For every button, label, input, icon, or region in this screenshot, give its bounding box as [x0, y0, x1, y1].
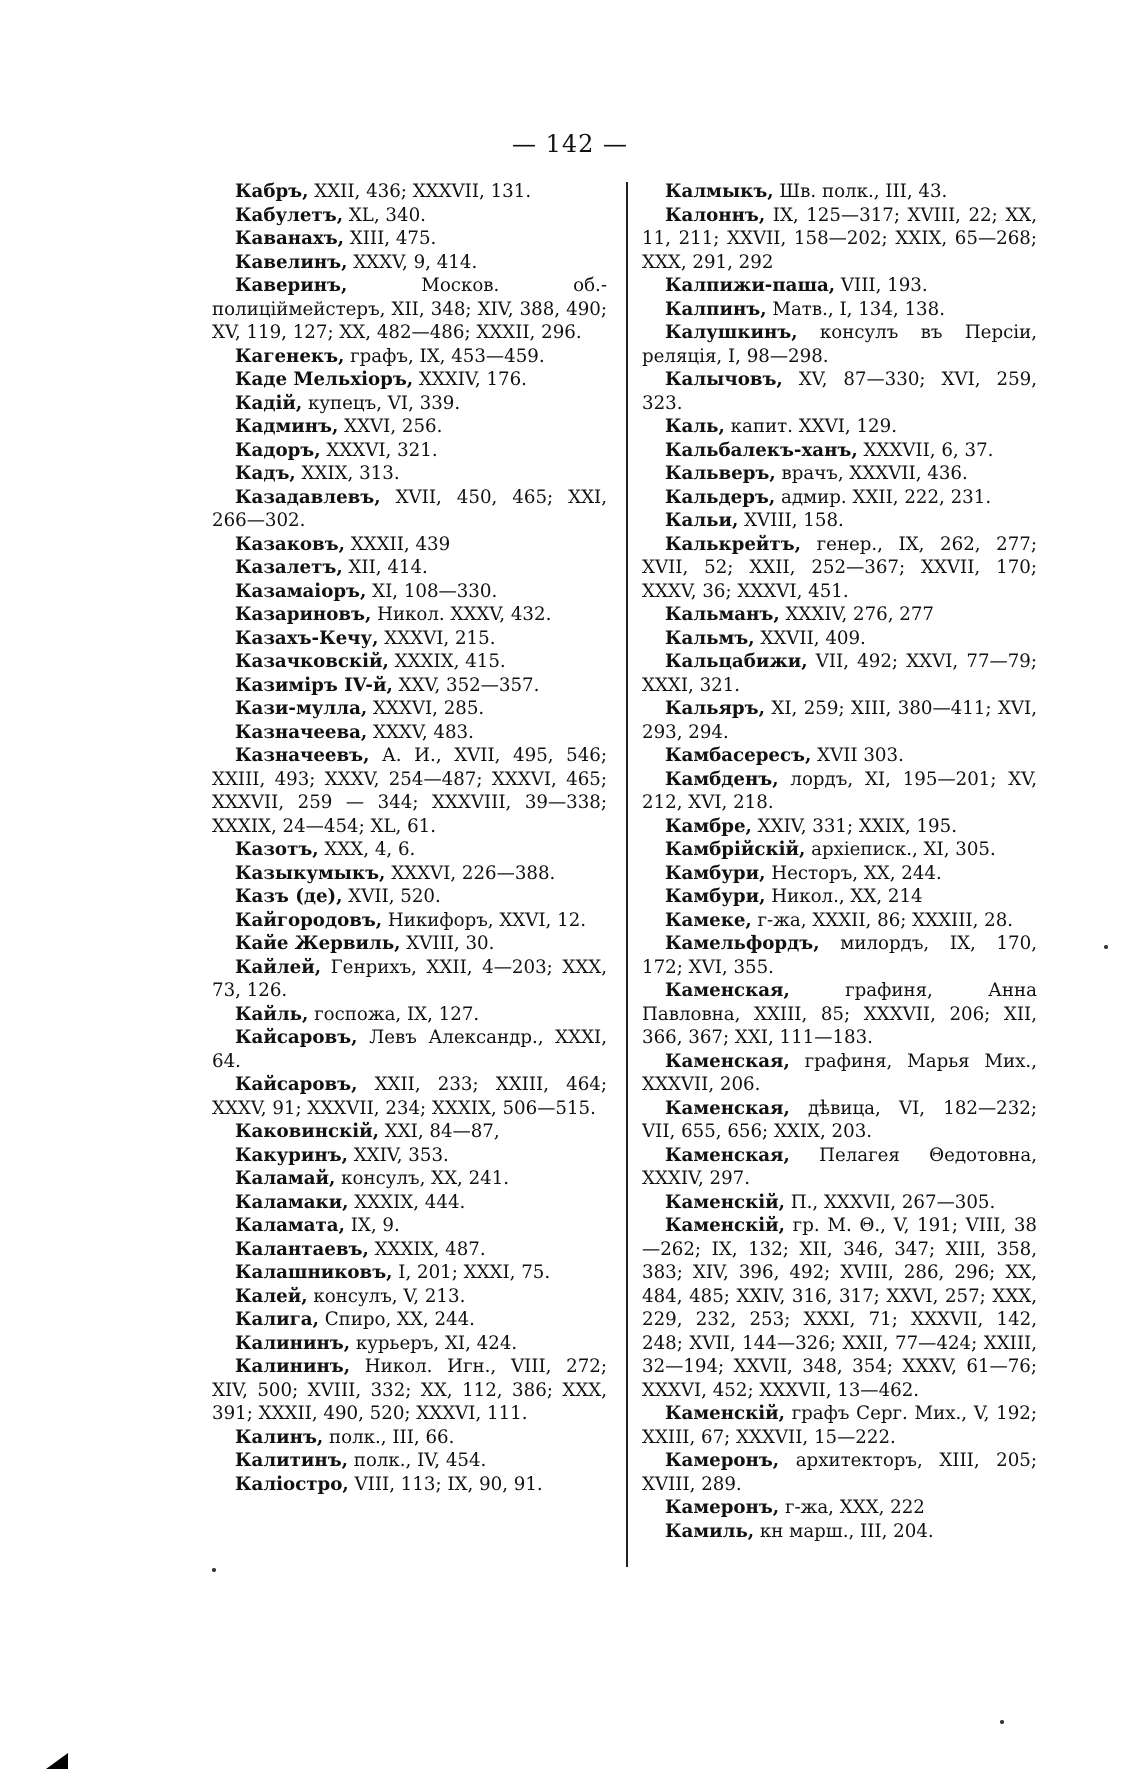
entry-headword: Камбасересъ,: [665, 745, 812, 766]
index-entry: [212, 1191, 607, 1215]
entry-headword: Казахъ-Кечу,: [235, 627, 379, 649]
index-entry: [212, 1073, 607, 1120]
entry-references: Матв., I, 134, 138.: [766, 298, 945, 320]
index-entry: [212, 1355, 607, 1426]
entry-references: Пелагея Θедотовна, XXXIV, 297.: [642, 1144, 1037, 1189]
entry-headword: Каменская,: [665, 1050, 790, 1072]
entry-headword: Калитинъ,: [235, 1450, 348, 1471]
entry-references: курьеръ, XI, 424.: [350, 1332, 518, 1354]
entry-references: VII, 492; XXVI, 77—79; XXXI, 321.: [642, 651, 1037, 696]
index-entry: [212, 415, 607, 439]
entry-headword: Кадминъ,: [235, 416, 339, 437]
entry-headword: Кальбалекъ-ханъ,: [665, 439, 858, 461]
entry-references: VIII, 113; IX, 90, 91.: [348, 1473, 543, 1495]
index-entry: [642, 979, 1037, 1050]
index-entry: [642, 533, 1037, 604]
entry-references: XL, 340.: [343, 204, 426, 226]
entry-headword: Камбури,: [665, 862, 766, 884]
entry-headword: Калоннъ,: [665, 204, 766, 226]
index-entry: [642, 815, 1037, 839]
entry-headword: Кальманъ,: [665, 604, 780, 625]
index-entry: [642, 1520, 1037, 1544]
index-entry: [642, 180, 1037, 204]
entry-headword: Калашниковъ,: [235, 1262, 393, 1283]
entry-references: IX, 125—317; XVIII, 22; XX, 11, 211; XXVII, 158—202; XXIX, 65—268; XXX, 291, 292: [642, 204, 1037, 273]
index-entry: [642, 509, 1037, 533]
entry-headword: Кайль,: [235, 1003, 309, 1025]
index-entry: [642, 838, 1037, 862]
entry-headword: Кагенекъ,: [235, 345, 345, 367]
entry-headword: Казъ (де),: [235, 886, 343, 907]
index-entry: [642, 1191, 1037, 1215]
index-entry: [642, 321, 1037, 368]
entry-headword: Каковинскій,: [235, 1121, 379, 1142]
index-entry: [642, 462, 1037, 486]
index-entry: [642, 909, 1037, 933]
entry-references: полк., III, 66.: [323, 1426, 455, 1448]
entry-references: дѣвица, VI, 182—232; VII, 655, 656; XXIX, 203.: [642, 1097, 1037, 1142]
entry-headword: Каменская,: [665, 980, 790, 1001]
entry-headword: Кавелинъ,: [235, 251, 348, 273]
entry-headword: Кадій,: [235, 392, 303, 414]
entry-references: г-жа, XXXII, 86; XXXIII, 28.: [751, 909, 1014, 931]
entry-headword: Каде Мельхіоръ,: [235, 369, 414, 390]
entry-references: XII, 414.: [342, 557, 428, 578]
entry-references: XXXII, 439: [344, 533, 451, 555]
index-entry: [212, 392, 607, 416]
index-entry: [212, 580, 607, 604]
scan-speck: [212, 1568, 216, 1572]
entry-headword: Кальмъ,: [665, 627, 755, 649]
right-index-column: [642, 180, 1037, 1543]
entry-headword: Кабулетъ,: [235, 204, 344, 226]
index-entry: [642, 368, 1037, 415]
entry-headword: Казамаіоръ,: [235, 580, 367, 602]
entry-references: XXVII, 409.: [754, 627, 866, 649]
index-entry: [212, 838, 607, 862]
entry-references: XVII, 520.: [342, 886, 441, 907]
entry-headword: Калмыкъ,: [665, 181, 774, 202]
entry-headword: Каванахъ,: [235, 228, 344, 249]
index-entry: [212, 1473, 607, 1497]
index-entry: [212, 1426, 607, 1450]
entry-references: Несторъ, XX, 244.: [765, 862, 942, 884]
index-entry: [212, 932, 607, 956]
index-entry: [642, 298, 1037, 322]
entry-references: XXIX, 313.: [295, 463, 400, 484]
entry-headword: Каламаки,: [235, 1191, 349, 1213]
entry-references: П., XXXVII, 267—305.: [784, 1191, 996, 1213]
entry-references: XVII 303.: [811, 745, 904, 766]
entry-references: милордъ, IX, 170, 172; XVI, 355.: [642, 933, 1037, 978]
entry-references: XXXIX, 444.: [348, 1191, 466, 1213]
index-entry: [212, 744, 607, 838]
entry-references: полк., IV, 454.: [348, 1450, 487, 1471]
index-entry: [212, 721, 607, 745]
entry-references: г-жа, XXX, 222: [779, 1497, 925, 1518]
entry-references: Спиро, XX, 244.: [318, 1309, 475, 1330]
entry-references: XXXIV, 276, 277: [779, 604, 935, 625]
index-entry: [642, 627, 1037, 651]
index-entry: [212, 1167, 607, 1191]
entry-headword: Кази-мулла,: [235, 698, 368, 719]
entry-references: XVIII, 30.: [400, 933, 495, 954]
entry-headword: Камбури,: [665, 886, 766, 907]
entry-references: консулъ въ Персіи, реляція, I, 98—298.: [642, 322, 1037, 367]
index-entry: [212, 1214, 607, 1238]
index-entry: [642, 204, 1037, 275]
entry-references: графъ Серг. Мих., V, 192; XXIII, 67; XXXVII, 15—222.: [642, 1403, 1037, 1448]
entry-headword: Камбденъ,: [665, 768, 779, 790]
entry-headword: Казадавлевъ,: [235, 486, 381, 508]
entry-references: Никол. XXXV, 432.: [371, 604, 552, 625]
index-entry: [642, 697, 1037, 744]
entry-headword: Кайгородовъ,: [235, 909, 383, 931]
entry-headword: Каменская,: [665, 1097, 790, 1119]
index-entry: [212, 627, 607, 651]
entry-references: консулъ, XX, 241.: [335, 1168, 510, 1189]
index-entry: [212, 204, 607, 228]
index-entry: [212, 345, 607, 369]
entry-references: XXII, 436; XXXVII, 131.: [308, 181, 532, 202]
entry-references: XXIV, 353.: [347, 1144, 449, 1166]
entry-headword: Калей,: [235, 1285, 308, 1307]
entry-references: врачъ, XXXVII, 436.: [775, 463, 968, 484]
index-entry: [212, 533, 607, 557]
page-number: — 142 —: [511, 130, 629, 158]
entry-references: А. И., XVII, 495, 546; XXIII, 493; XXXV, 254—487; XXXVI, 465; XXXVII, 259 — 344; XXXVIII, 39—338; XXXIX, 24—454; XL, 61.: [212, 745, 607, 837]
entry-references: Левъ Александр., XXXI, 64.: [212, 1027, 607, 1072]
entry-headword: Кальверъ,: [665, 463, 776, 484]
entry-references: купецъ, VI, 339.: [302, 392, 461, 414]
entry-headword: Кайсаровъ,: [235, 1074, 358, 1095]
column-divider: [626, 182, 628, 1567]
index-entry: [642, 1214, 1037, 1402]
entry-references: лордъ, XI, 195—201; XV, 212, XVI, 218.: [642, 768, 1037, 813]
entry-references: XXXVI, 321.: [320, 439, 438, 461]
left-index-column: [212, 180, 607, 1496]
entry-references: I, 201; XXXI, 75.: [392, 1262, 551, 1283]
index-entry: [212, 1285, 607, 1309]
entry-headword: Каверинъ,: [235, 275, 348, 296]
entry-headword: Калычовъ,: [665, 369, 783, 390]
index-entry: [212, 1026, 607, 1073]
entry-references: XXXIX, 415.: [388, 651, 506, 672]
entry-headword: Казалетъ,: [235, 557, 343, 578]
entry-references: капит. XXVI, 129.: [724, 416, 897, 437]
entry-references: XI, 259; XIII, 380—411; XVI, 293, 294.: [642, 698, 1037, 743]
entry-references: XXX, 4, 6.: [318, 839, 416, 860]
index-entry: [212, 674, 607, 698]
entry-references: XXVI, 256.: [338, 416, 443, 437]
index-entry: [212, 556, 607, 580]
entry-references: XI, 108—330.: [366, 580, 498, 602]
entry-headword: Кадоръ,: [235, 439, 321, 461]
entry-headword: Калантаевъ,: [235, 1238, 369, 1260]
entry-references: XVII, 450, 465; XXI, 266—302.: [212, 486, 607, 531]
entry-headword: Кайлей,: [235, 956, 322, 978]
index-entry: [642, 1449, 1037, 1496]
index-entry: [642, 862, 1037, 886]
index-entry: [642, 603, 1037, 627]
entry-references: Генрихъ, XXII, 4—203; XXX, 73, 126.: [212, 956, 607, 1001]
entry-references: XXXV, 9, 414.: [347, 251, 478, 273]
entry-headword: Кальяръ,: [665, 698, 765, 719]
index-entry: [212, 885, 607, 909]
entry-headword: Камеронъ,: [665, 1450, 780, 1471]
index-entry: [212, 1003, 607, 1027]
entry-references: госпожа, IX, 127.: [308, 1003, 480, 1025]
entry-headword: Каламата,: [235, 1215, 345, 1236]
index-entry: [642, 650, 1037, 697]
index-entry: [212, 439, 607, 463]
entry-headword: Камеке,: [665, 909, 752, 931]
entry-headword: Калпинъ,: [665, 298, 767, 320]
index-entry: [212, 1449, 607, 1473]
entry-references: XXV, 352—357.: [392, 674, 540, 696]
entry-headword: Казачковскій,: [235, 651, 389, 672]
entry-references: Москов. об.-полиціймейстеръ, XII, 348; XIV, 388, 490; XV, 119, 127; XX, 482—486; XXXII, 296.: [212, 275, 607, 343]
index-entry: [642, 1144, 1037, 1191]
index-entry: [212, 862, 607, 886]
entry-headword: Казаковъ,: [235, 533, 345, 555]
index-entry: [212, 1238, 607, 1262]
index-entry: [642, 415, 1037, 439]
entry-headword: Кабръ,: [235, 181, 309, 202]
entry-references: XXXVI, 285.: [367, 698, 485, 719]
index-entry: [642, 274, 1037, 298]
scan-corner-mark: [46, 1753, 68, 1769]
entry-headword: Камеронъ,: [665, 1497, 780, 1518]
index-entry: [212, 462, 607, 486]
entry-headword: Каменскій,: [665, 1403, 785, 1424]
index-entry: [642, 768, 1037, 815]
entry-headword: Кайсаровъ,: [235, 1027, 358, 1048]
entry-headword: Казыкумыкъ,: [235, 862, 386, 884]
entry-references: XXXVI, 226—388.: [385, 862, 556, 884]
scan-speck: [1000, 1720, 1004, 1724]
entry-headword: Каламай,: [235, 1168, 336, 1189]
entry-references: Никол. Игн., VIII, 272; XIV, 500; XVIII, 332; XX, 112, 386; XXX, 391; XXXII, 490, 520; XXXVI, 111.: [212, 1356, 607, 1424]
entry-headword: Камиль,: [665, 1520, 755, 1542]
entry-references: XV, 87—330; XVI, 259, 323.: [642, 369, 1037, 414]
entry-references: XXXIX, 487.: [368, 1238, 486, 1260]
entry-headword: Казиміръ IV-й,: [235, 674, 393, 696]
entry-references: архіеписк., XI, 305.: [805, 839, 996, 860]
entry-headword: Калинъ,: [235, 1426, 324, 1448]
index-entry: [212, 697, 607, 721]
index-entry: [212, 1120, 607, 1144]
entry-headword: Калушкинъ,: [665, 322, 798, 343]
entry-references: графъ, IX, 453—459.: [344, 345, 545, 367]
index-entry: [212, 603, 607, 627]
entry-references: XIII, 475.: [343, 228, 437, 249]
entry-references: XXXVI, 215.: [378, 627, 496, 649]
entry-headword: Казариновъ,: [235, 604, 372, 625]
entry-headword: Казначеева,: [235, 721, 368, 743]
index-entry: [212, 1332, 607, 1356]
entry-references: Шв. полк., III, 43.: [773, 181, 948, 202]
index-entry: [212, 368, 607, 392]
entry-references: XVIII, 158.: [738, 510, 844, 531]
entry-references: XXIV, 331; XXIX, 195.: [751, 815, 957, 837]
entry-headword: Каменская,: [665, 1144, 790, 1166]
entry-references: кн марш., III, 204.: [754, 1520, 934, 1542]
entry-references: IX, 9.: [344, 1215, 400, 1236]
index-entry: [642, 439, 1037, 463]
entry-headword: Каліостро,: [235, 1473, 349, 1495]
index-entry: [212, 1261, 607, 1285]
entry-headword: Камельфордъ,: [665, 933, 820, 954]
entry-headword: Кайе Жервиль,: [235, 933, 401, 954]
entry-references: Никол., XX, 214: [765, 886, 923, 907]
scan-speck: [1104, 945, 1108, 949]
entry-headword: Каменскій,: [665, 1215, 785, 1236]
index-entry: [212, 251, 607, 275]
index-entry: [212, 274, 607, 345]
entry-headword: Казотъ,: [235, 839, 319, 860]
index-entry: [212, 956, 607, 1003]
entry-references: XXII, 233; XXIII, 464; XXXV, 91; XXXVII, 234; XXXIX, 506—515.: [212, 1074, 607, 1119]
entry-headword: Какуринъ,: [235, 1144, 348, 1166]
index-entry: [642, 744, 1037, 768]
entry-headword: Калпижи-паша,: [665, 275, 836, 296]
entry-headword: Камбрійскій,: [665, 839, 806, 860]
entry-headword: Калининъ,: [235, 1332, 351, 1354]
entry-references: XXI, 84—87,: [378, 1121, 500, 1142]
entry-references: XXXIV, 176.: [413, 369, 527, 390]
entry-references: архитекторъ, XIII, 205; XVIII, 289.: [642, 1450, 1037, 1495]
index-entry: [212, 227, 607, 251]
index-entry: [212, 650, 607, 674]
entry-headword: Кальдеръ,: [665, 486, 776, 508]
index-entry: [642, 885, 1037, 909]
entry-headword: Каль,: [665, 416, 725, 437]
entry-references: графиня, Анна Павловна, XXIII, 85; XXXVII, 206; XII, 366, 367; XXI, 111—183.: [642, 980, 1037, 1048]
entry-headword: Каменскій,: [665, 1191, 785, 1213]
entry-references: генер., IX, 262, 277; XVII, 52; XXII, 252—367; XXVII, 170; XXXV, 36; XXXVI, 451.: [642, 533, 1037, 602]
entry-references: XXXV, 483.: [367, 721, 474, 743]
entry-references: адмир. XXII, 222, 231.: [775, 486, 992, 508]
index-entry: [212, 1308, 607, 1332]
index-entry: [642, 486, 1037, 510]
index-entry: [642, 1097, 1037, 1144]
entry-references: графиня, Марья Мих., XXXVII, 206.: [642, 1050, 1037, 1095]
entry-references: консулъ, V, 213.: [307, 1285, 466, 1307]
entry-headword: Калига,: [235, 1309, 319, 1330]
index-entry: [642, 932, 1037, 979]
index-entry: [642, 1050, 1037, 1097]
index-entry: [212, 1144, 607, 1168]
entry-headword: Кальи,: [665, 510, 739, 531]
entry-headword: Калининъ,: [235, 1356, 351, 1377]
entry-headword: Казначеевъ,: [235, 745, 370, 766]
index-entry: [642, 1496, 1037, 1520]
entry-references: Никифоръ, XXVI, 12.: [382, 909, 587, 931]
entry-references: гр. М. Θ., V, 191; VIII, 38—262; IX, 132; XII, 346, 347; XIII, 358, 383; XIV, 396, 492; XVIII, 286, 296; XX, 484, 485; XXIV, 316, 317; XXVI, 257; XXX, 229, 232, 253; XXXI, 71; XXXVII, 142, 248; XVII, 144—326; XXII, 77—424; XXIII, 32—194; XXVII, 348, 354; XXXV, 61—76; XXXVI, 452; XXXVII, 13—462.: [642, 1215, 1037, 1401]
index-entry: [212, 180, 607, 204]
index-entry: [642, 1402, 1037, 1449]
entry-headword: Калькрейтъ,: [665, 533, 801, 555]
index-entry: [212, 909, 607, 933]
entry-references: XXXVII, 6, 37.: [857, 439, 994, 461]
entry-headword: Камбре,: [665, 815, 752, 837]
entry-headword: Кальцабижи,: [665, 651, 808, 672]
entry-references: VIII, 193.: [835, 275, 928, 296]
entry-headword: Кадъ,: [235, 463, 296, 484]
index-entry: [212, 486, 607, 533]
